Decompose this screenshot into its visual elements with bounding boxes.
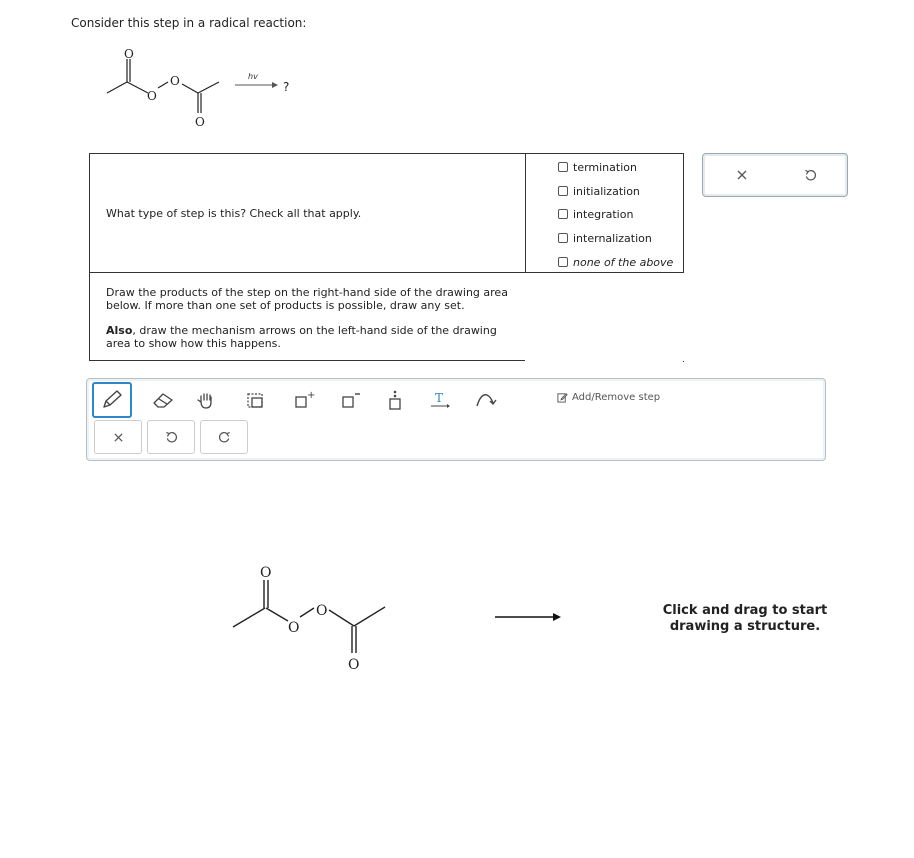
svg-text:+: +: [307, 390, 315, 401]
text-tool-icon: [428, 389, 452, 411]
clear-answer-button[interactable]: [717, 160, 767, 190]
arrow-tool[interactable]: [466, 382, 506, 418]
carbonyl-oxygen-top: O: [124, 47, 134, 61]
drawing-hint[interactable]: Click and drag to start drawing a structure.: [662, 603, 828, 634]
instruction-paragraph-2: Also, draw the mechanism arrows on the left-hand side of the drawing area to show how this happens.: [106, 324, 497, 350]
instruction-paragraph-1: Draw the products of the step on the right-hand side of the drawing area below. If more than one set of products is possible, draw any set.: [106, 286, 508, 312]
add-remove-step-button[interactable]: Add/Remove step: [557, 392, 660, 403]
product-placeholder: ?: [283, 80, 290, 94]
lone-pair-tool[interactable]: [375, 382, 415, 418]
answer-controls: [702, 153, 848, 197]
lone-pair-icon: [384, 388, 406, 412]
checkbox[interactable]: [558, 162, 568, 172]
option-termination[interactable]: termination: [558, 159, 637, 175]
reaction-condition: hv: [248, 72, 258, 81]
positive-charge-icon: [291, 389, 315, 411]
drawing-toolbar: [86, 378, 826, 461]
option-integration[interactable]: integration: [558, 206, 633, 222]
option-none-of-the-above[interactable]: none of the above: [558, 254, 673, 270]
checkbox[interactable]: [558, 209, 568, 219]
table-corner-mark: [683, 361, 684, 362]
redo-drawing-button[interactable]: [200, 420, 248, 454]
template-tool[interactable]: [235, 382, 275, 418]
eraser-tool[interactable]: [143, 382, 183, 418]
question-cell: [89, 153, 525, 273]
reaction-scheme: [100, 45, 300, 130]
carbonyl-oxygen-top: O: [260, 565, 272, 581]
reaction-arrow: [493, 611, 565, 623]
drawing-canvas-reactant[interactable]: [225, 560, 405, 675]
clear-icon: [113, 432, 124, 443]
question-intro: Consider this step in a radical reaction:: [71, 16, 307, 30]
svg-text:T: T: [435, 391, 444, 405]
text-tool[interactable]: [420, 382, 460, 418]
pencil-icon: [99, 388, 125, 412]
negative-charge-icon: [338, 389, 362, 411]
carbonyl-oxygen-bottom: O: [195, 115, 205, 129]
option-initialization[interactable]: initialization: [558, 183, 640, 199]
template-icon: [244, 389, 266, 411]
ester-oxygen-left: O: [147, 89, 157, 103]
checkbox[interactable]: [558, 257, 568, 267]
edit-icon: [557, 392, 568, 403]
redo-icon: [218, 431, 231, 444]
hand-icon: [195, 389, 217, 411]
pencil-tool[interactable]: [92, 382, 132, 418]
ester-oxygen-left: O: [288, 620, 300, 636]
peroxide-oxygen-right: O: [316, 603, 328, 619]
checkbox[interactable]: [558, 233, 568, 243]
hand-tool[interactable]: [186, 382, 226, 418]
undo-icon: [804, 169, 817, 182]
drawing-instructions: [89, 273, 525, 361]
carbonyl-oxygen-bottom: O: [348, 657, 360, 673]
checkbox[interactable]: [558, 186, 568, 196]
arrow-tool-icon: [473, 389, 499, 411]
option-internalization[interactable]: internalization: [558, 230, 652, 246]
clear-drawing-button[interactable]: [94, 420, 142, 454]
positive-charge-tool[interactable]: [283, 382, 323, 418]
peroxide-oxygen-right: O: [170, 74, 180, 88]
negative-charge-tool[interactable]: [330, 382, 370, 418]
undo-drawing-button[interactable]: [147, 420, 195, 454]
answer-options: [525, 153, 684, 273]
close-icon: [736, 169, 748, 181]
eraser-icon: [150, 390, 176, 410]
question-text: What type of step is this? Check all that apply.: [106, 207, 362, 220]
undo-icon: [165, 431, 178, 444]
undo-answer-button[interactable]: [785, 160, 835, 190]
